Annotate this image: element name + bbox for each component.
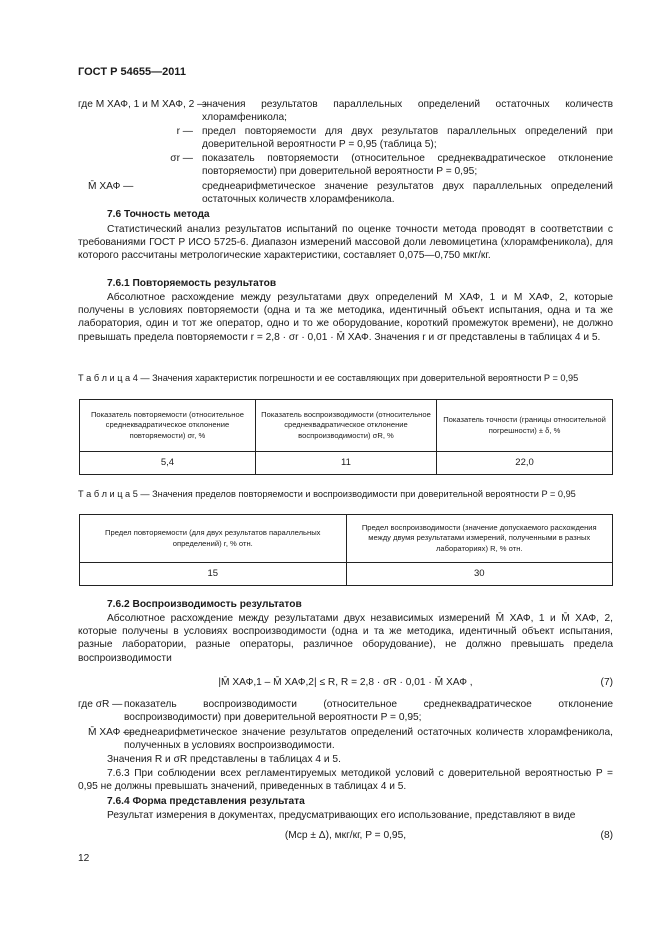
paragraph: Значения R и σR представлены в таблицах 4 и 5. — [107, 754, 341, 765]
paragraph: Абсолютное расхождение между результатами двух определений M ХАФ, 1 и M ХАФ, 2, которые получены в условиях повторяемости (одна и та же методика, идентичный объект испытания, одна и та же лаборатория, один и тот же оператор, одно и то же оборудование, короткий промежуток времени), не должно превышать предела повторяемости r = 2,8 · σr · 0,01 · M̄ ХАФ. Значения r и σr представлены в таблицах 4 и 5. — [78, 292, 613, 343]
definition-text: значения результатов параллельных определений остаточных количеств хлорамфеникола; — [202, 99, 613, 124]
definition-text: среднеарифметическое значение результатов двух параллельных определений остаточных количеств хлорамфеникола. — [202, 181, 613, 206]
formula-expression: |M̄ ХАФ,1 – M̄ ХАФ,2| ≤ R, R = 2,8 · σR · 0,01 · M̄ ХАФ , — [218, 677, 473, 688]
formula-number: (7) — [600, 677, 613, 688]
paragraph: Результат измерения в документах, предусматривающих его использование, представляют в виде — [107, 810, 576, 821]
definition-text: среднеарифметическое значение результатов определений остаточных количеств хлорамфеникола, полученных в условиях воспроизводимости. — [124, 727, 613, 752]
table-cell: 22,0 — [437, 452, 613, 475]
section-heading: 7.6.4 Форма представления результата — [107, 796, 305, 807]
document-header: ГОСТ Р 54655—2011 — [78, 66, 186, 78]
table-header-cell: Предел воспроизводимости (значение допускаемого расхождения между двумя результатами измерений, полученными в разных лабораториях) R, % отн. — [346, 515, 613, 563]
section-heading: 7.6.2 Воспроизводимость результатов — [107, 599, 302, 610]
table-header-cell: Показатель повторяемости (относительное среднеквадратическое отклонение повторяемости) σr, % — [80, 400, 256, 452]
section-heading: 7.6 Точность метода — [107, 209, 210, 220]
definition-text: показатель повторяемости (относительное среднеквадратическое отклонение повторяемости) при доверительной вероятности P = 0,95; — [202, 153, 613, 178]
table-caption: Т а б л и ц а 4 — Значения характеристик погрешности и ее составляющих при доверительной вероятности P = 0,95 — [78, 373, 579, 383]
definition-text: показатель воспроизводимости (относительное среднеквадратическое отклонение воспроизводимости) при доверительной вероятности P = 0,95; — [124, 699, 613, 724]
table-header-cell: Предел повторяемости (для двух результатов параллельных определений) r, % отн. — [80, 515, 347, 563]
definition-text: предел повторяемости для двух результатов параллельных определений при доверительной вероятности P = 0,95 (таблица 5); — [202, 126, 613, 151]
page-number: 12 — [78, 853, 90, 864]
definition-term: M̄ ХАФ — — [88, 181, 134, 192]
paragraph: Статистический анализ результатов испытаний по оценке точности метода проводят в соответствии с требованиями ГОСТ Р ИСО 5725-6. Диапазон измерений массовой доли левомицетина (хлорамфеникола), для которого рассчитаны метрологические характеристики, составляет 0,075—0,750 мкг/кг. — [78, 224, 613, 262]
definition-term: где σR — — [78, 699, 123, 710]
paragraph: 7.6.3 При соблюдении всех регламентируемых методикой условий с доверительной вероятностью P = 0,95 не должны превышать значений, приведенных в таблицах 4 и 5. — [78, 768, 613, 793]
section-heading: 7.6.1 Повторяемость результатов — [107, 278, 277, 289]
definition-term: M̄ ХАФ — — [88, 727, 134, 738]
table-cell: 30 — [346, 563, 613, 586]
definition-term: r — — [176, 126, 193, 137]
definition-term: σr — — [170, 153, 193, 164]
table-cell: 11 — [255, 452, 436, 475]
formula-number: (8) — [600, 830, 613, 841]
table-4 — [79, 399, 613, 475]
definition-term: где M ХАФ, 1 и M ХАФ, 2 — — [78, 99, 208, 110]
table-caption: Т а б л и ц а 5 — Значения пределов повторяемости и воспроизводимости при доверительной вероятности P = 0,95 — [78, 489, 576, 499]
table-header-cell: Показатель воспроизводимости (относительное среднеквадратическое отклонение воспроизводимости) σR, % — [255, 400, 436, 452]
table-cell: 15 — [80, 563, 347, 586]
paragraph: Абсолютное расхождение между результатами двух независимых измерений M̄ ХАФ, 1 и M̄ ХАФ, 2, которые получены в условиях воспроизводимости (одна и та же методика, идентичный объект испытания, разные лаборатории, разные операторы, различное оборудование), не должно превышать предела воспроизводимости — [78, 613, 613, 664]
table-cell: 5,4 — [80, 452, 256, 475]
formula-expression: (Mср ± Δ), мкг/кг, P = 0,95, — [284, 830, 407, 841]
table-5 — [79, 514, 613, 586]
table-header-cell: Показатель точности (границы относительной погрешности) ± δ, % — [437, 400, 613, 452]
